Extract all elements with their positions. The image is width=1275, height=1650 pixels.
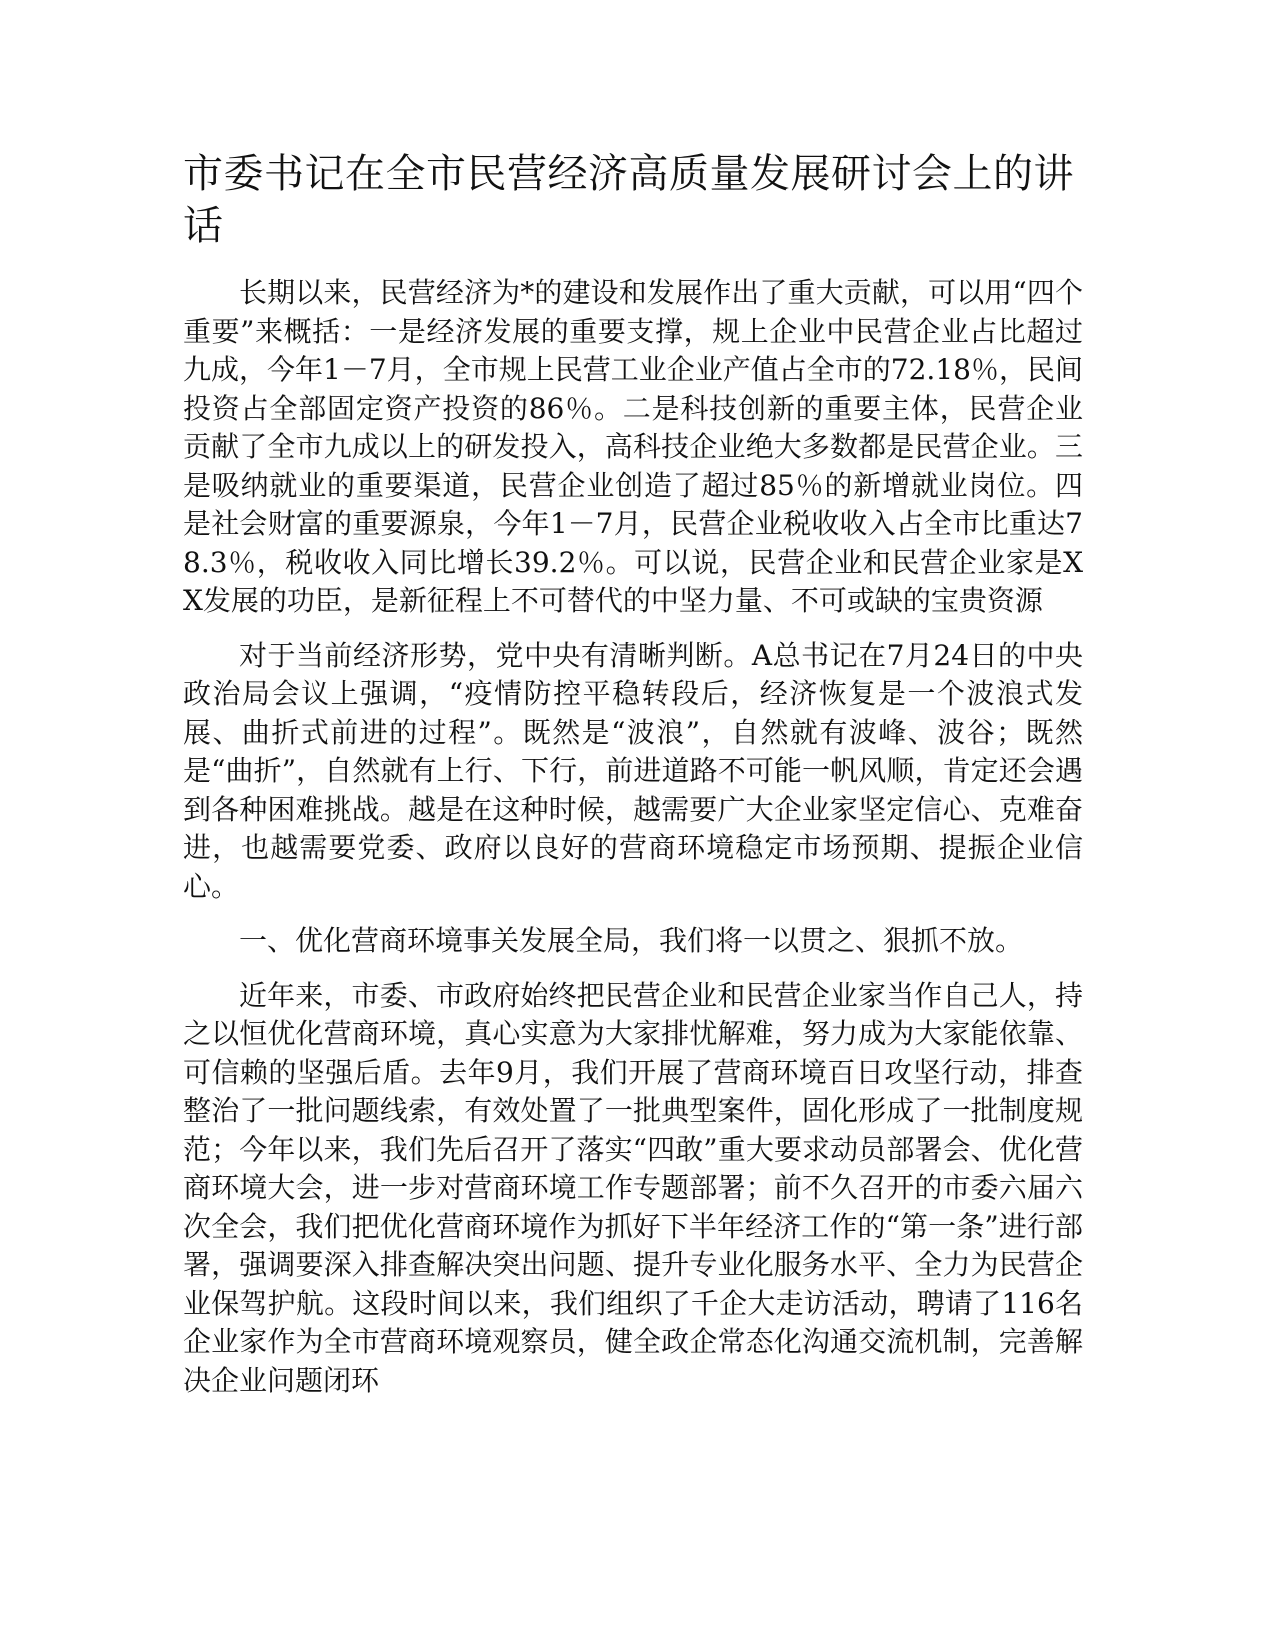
paragraph-contributions: 长期以来，民营经济为*的建设和发展作出了重大贡献，可以用“四个重要”来概括：一是经济发展的重要支撑，规上企业中民营企业占比超过九成，今年1－7月，全市规上民营工业企业产值占全市的72.18％，民间投资占全部固定资产投资的86％。二是科技创新的重要主体，民营企业贡献了全市九成以上的研发投入，高科技企业绝大多数都是民营企业。三是吸纳就业的重要渠道，民营企业创造了超过85％的新增就业岗位。四是社会财富的重要源泉，今年1－7月，民营企业税收收入占全市比重达78.3％，税收收入同比增长39.2％。可以说，民营企业和民营企业家是XX发展的功臣，是新征程上不可替代的中坚力量、不可或缺的宝贵资源 xyxy=(183,276,1083,617)
section-heading-business-environment: 一、优化营商环境事关发展全局，我们将一以贯之、狠抓不放。 xyxy=(239,924,1024,957)
paragraph-recent-measures: 近年来，市委、市政府始终把民营企业和民营企业家当作自己人，持之以恒优化营商环境，真心实意为大家排忧解难，努力成为大家能依靠、可信赖的坚强后盾。去年9月，我们开展了营商环境百日攻坚行动，排查整治了一批问题线索，有效处置了一批典型案件，固化形成了一批制度规范；今年以来，我们先后召开了落实“四敢”重大要求动员部署会、优化营商环境大会，进一步对营商环境工作专题部署；前不久召开的市委六届六次全会，我们把优化营商环境作为抓好下半年经济工作的“第一条”进行部署，强调要深入排查解决突出问题、提升专业化服务水平、全力为民营企业保驾护航。这段时间以来，我们组织了千企大走访活动，聘请了116名企业家作为全市营商环境观察员，健全政企常态化沟通交流机制，完善解决企业问题闭环 xyxy=(183,978,1083,1397)
paragraph-economic-situation: 对于当前经济形势，党中央有清晰判断。A总书记在7月24日的中央政治局会议上强调，“疫情防控平稳转段后，经济恢复是一个波浪式发展、曲折式前进的过程”。既然是“波浪”，自然就有波峰、波谷；既然是“曲折”，自然就有上行、下行，前进道路不可能一帆风顺，肯定还会遇到各种困难挑战。越是在这种时候，越需要广大企业家坚定信心、克难奋进，也越需要党委、政府以良好的营商环境稳定市场预期、提振企业信心。 xyxy=(183,638,1083,903)
document-page xyxy=(183,148,1083,1416)
document-title: 市委书记在全市民营经济高质量发展研讨会上的讲话 xyxy=(183,151,1074,249)
